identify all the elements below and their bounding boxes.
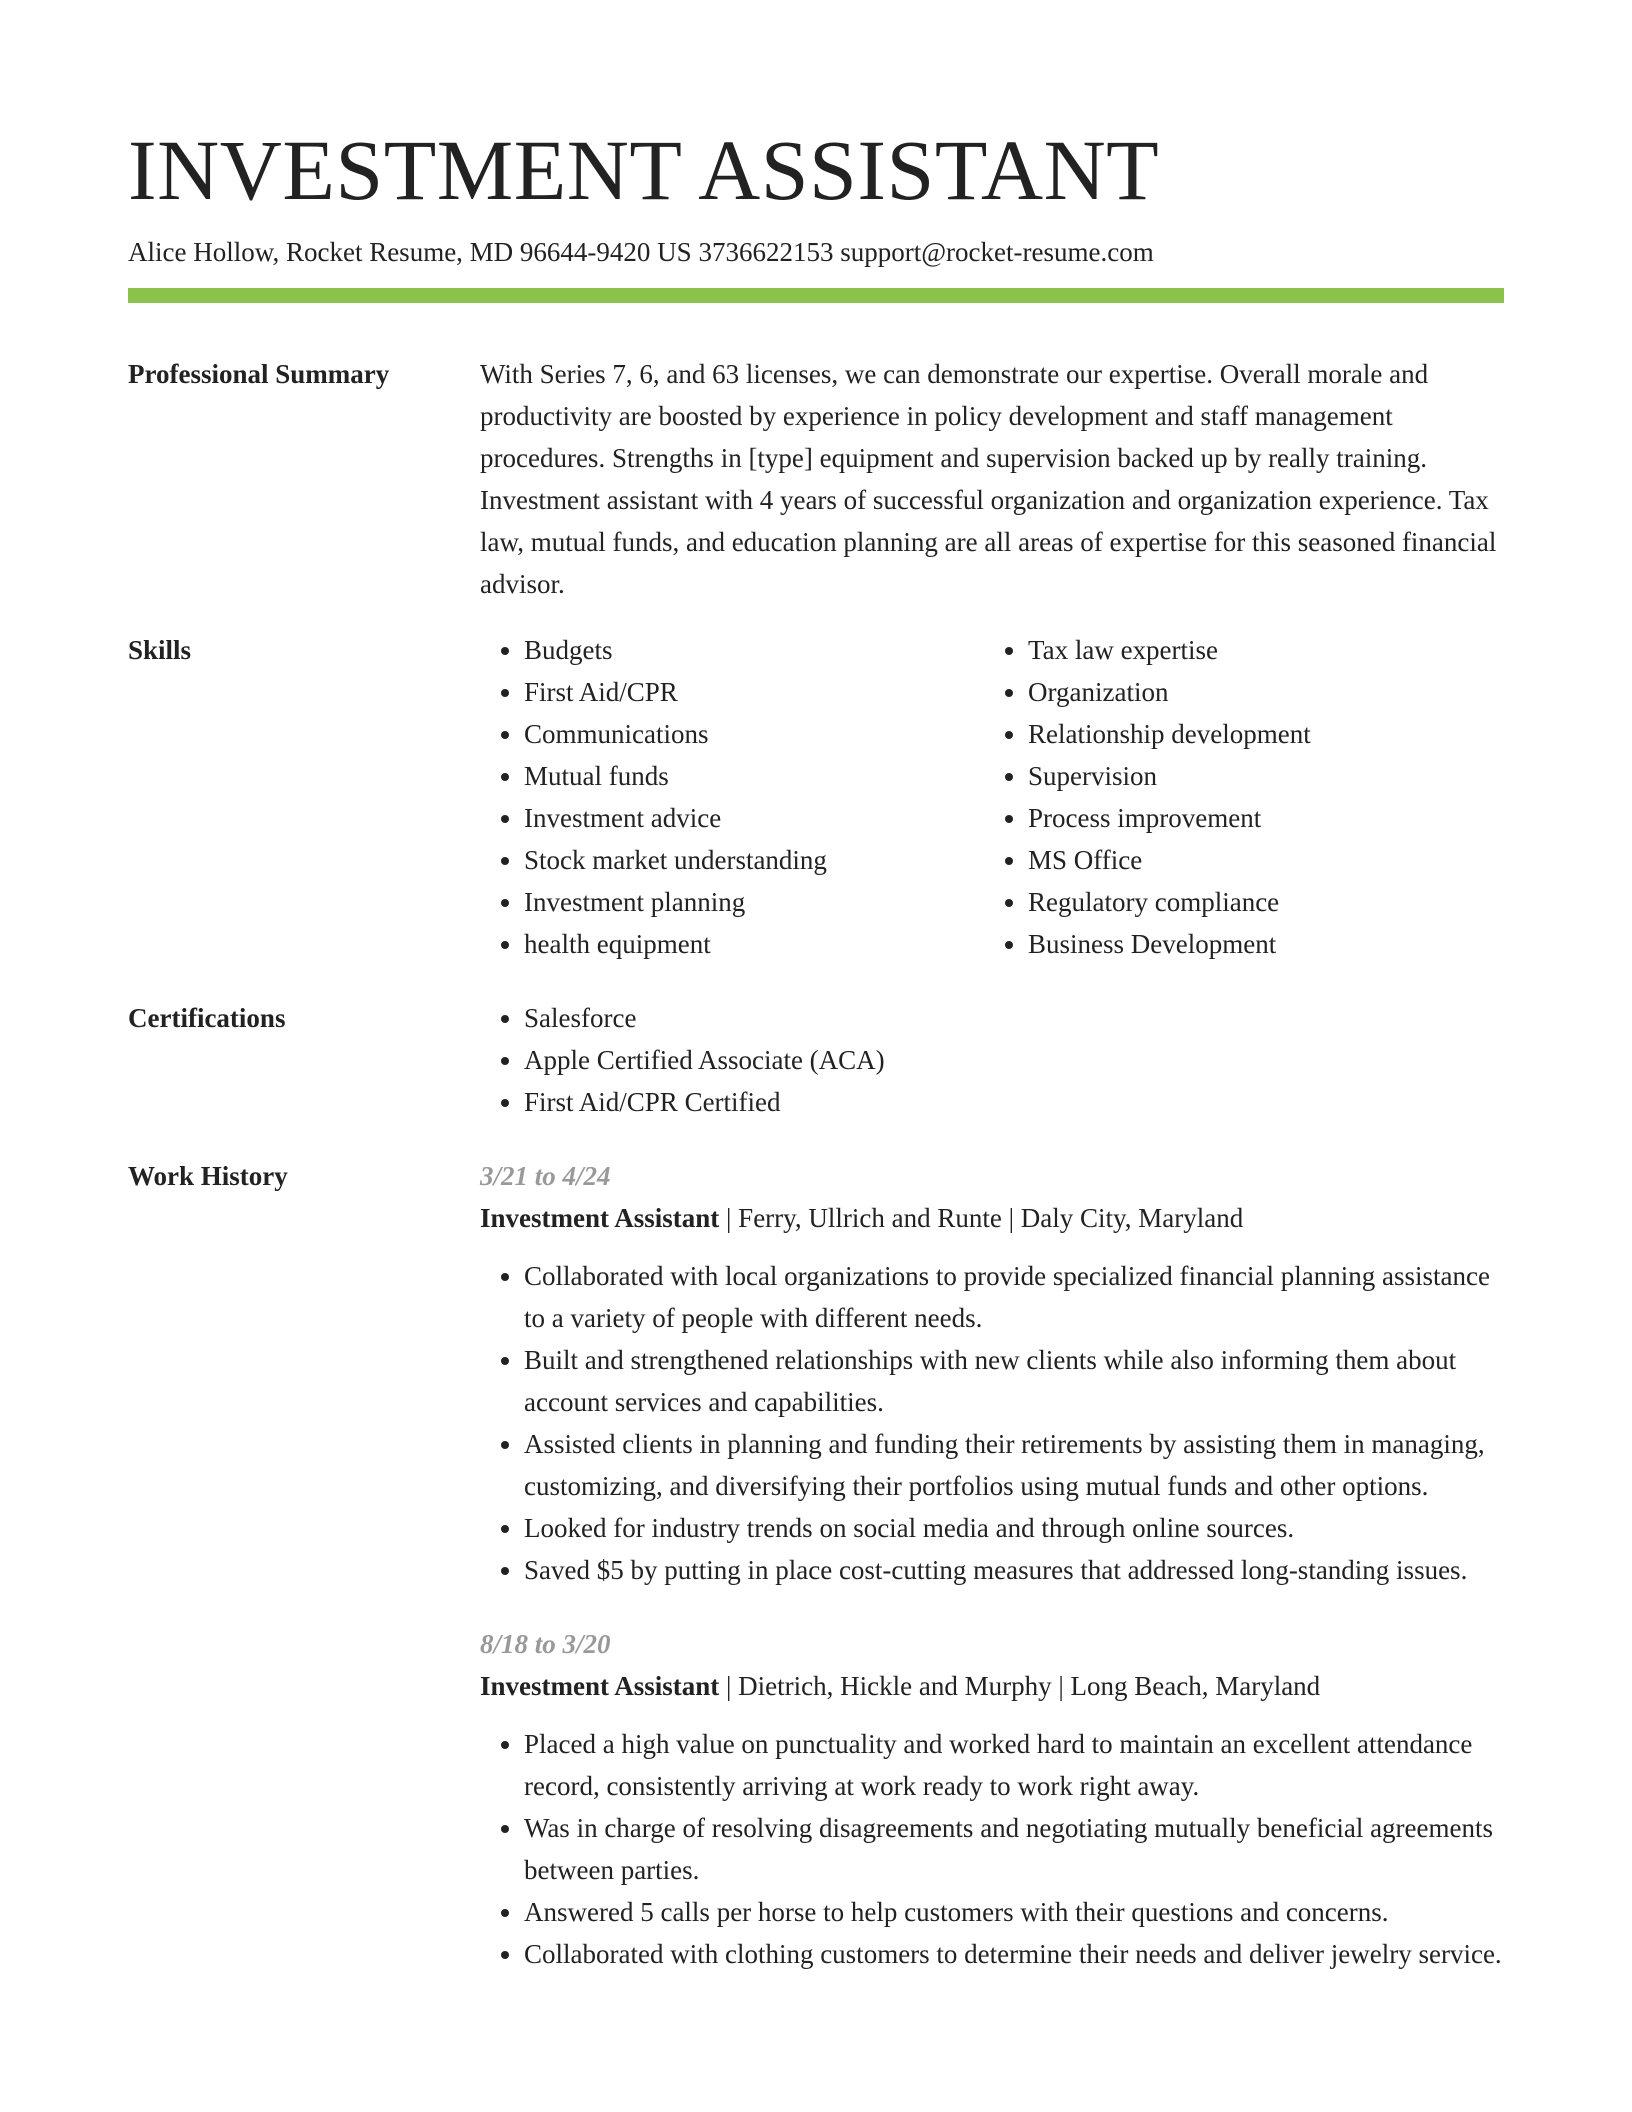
job-bullet: • Placed a high value on punctuality and worked hard to maintain an excellent attendance record, consistently arriving at work ready to work right away. (524, 1723, 1504, 1807)
skill-item: • Stock market understanding (524, 839, 984, 881)
skill-item: • Communications (524, 713, 984, 755)
summary-body (480, 353, 1504, 605)
job-heading (480, 1665, 1504, 1707)
work-history-section (128, 1155, 1504, 1975)
summary-text: With Series 7, 6, and 63 licenses, we can demonstrate our expertise. Overall morale and productivity are boosted by experience in policy development and staff management procedures. Strengths in [type] equipment and supervision backed up by really training. Investment assistant with 4 years of successful organization and organization experience. Tax law, mutual funds, and education planning are all areas of expertise for this seasoned financial advisor. (480, 359, 1497, 599)
job-details: | Dietrich, Hickle and Murphy | Long Beach, Maryland (719, 1671, 1321, 1701)
skills-column-left (480, 629, 984, 965)
skill-item: • Business Development (1028, 923, 1488, 965)
job-title: Investment Assistant (480, 1671, 720, 1701)
skill-item: • Mutual funds (524, 755, 984, 797)
certifications-label: Certifications (128, 1003, 286, 1033)
resume-title: INVESTMENT ASSISTANT (128, 122, 1160, 218)
accent-rule (128, 288, 1504, 303)
certifications-body (480, 997, 1504, 1123)
job-bullet: • Saved $5 by putting in place cost-cutting measures that addressed long-standing issues. (524, 1549, 1504, 1591)
job-bullet: • Assisted clients in planning and funding their retirements by assisting them in managing, customizing, and diversifying their portfolios using mutual funds and other options. (524, 1423, 1504, 1507)
certification-item: • Salesforce (524, 997, 1504, 1039)
work-history-body (480, 1155, 1504, 1975)
resume-page (128, 0, 1504, 1975)
skill-item: • First Aid/CPR (524, 671, 984, 713)
job-dates: 3/21 to 4/24 (480, 1161, 611, 1191)
skill-item: • Investment advice (524, 797, 984, 839)
skills-label: Skills (128, 635, 192, 665)
skill-item: • MS Office (1028, 839, 1488, 881)
job-bullet: • Answered 5 calls per horse to help customers with their questions and concerns. (524, 1891, 1504, 1933)
skill-item: • Process improvement (1028, 797, 1488, 839)
work-history-label: Work History (128, 1161, 288, 1191)
job-dates: 8/18 to 3/20 (480, 1629, 611, 1659)
skill-item: • Tax law expertise (1028, 629, 1488, 671)
certifications-section (128, 997, 1504, 1123)
job-bullet: • Built and strengthened relationships with new clients while also informing them about account services and capabilities. (524, 1339, 1504, 1423)
contact-line: Alice Hollow, Rocket Resume, MD 96644-9420 US 3736622153 support@rocket-resume.com (128, 237, 1154, 267)
job-entry (480, 1623, 1504, 1975)
skill-item: • Organization (1028, 671, 1488, 713)
skill-item: • Supervision (1028, 755, 1488, 797)
skill-item: • Budgets (524, 629, 984, 671)
job-details: | Ferry, Ullrich and Runte | Daly City, Maryland (719, 1203, 1244, 1233)
job-bullet: • Collaborated with clothing customers to determine their needs and deliver jewelry service. (524, 1933, 1504, 1975)
job-bullet: • Looked for industry trends on social media and through online sources. (524, 1507, 1504, 1549)
skill-item: • Regulatory compliance (1028, 881, 1488, 923)
job-entry (480, 1155, 1504, 1591)
skill-item: • Investment planning (524, 881, 984, 923)
skill-item: • health equipment (524, 923, 984, 965)
job-title: Investment Assistant (480, 1203, 720, 1233)
summary-section (128, 353, 1504, 605)
job-heading (480, 1197, 1504, 1239)
job-bullet: • Was in charge of resolving disagreements and negotiating mutually beneficial agreements between parties. (524, 1807, 1504, 1891)
summary-label: Professional Summary (128, 359, 390, 389)
certification-item: • Apple Certified Associate (ACA) (524, 1039, 1504, 1081)
skills-body (480, 629, 1504, 965)
job-bullet: • Collaborated with local organizations to provide specialized financial planning assistance to a variety of people with different needs. (524, 1255, 1504, 1339)
skills-column-right (984, 629, 1488, 965)
certification-item: • First Aid/CPR Certified (524, 1081, 1504, 1123)
skill-item: • Relationship development (1028, 713, 1488, 755)
skills-section (128, 629, 1504, 965)
